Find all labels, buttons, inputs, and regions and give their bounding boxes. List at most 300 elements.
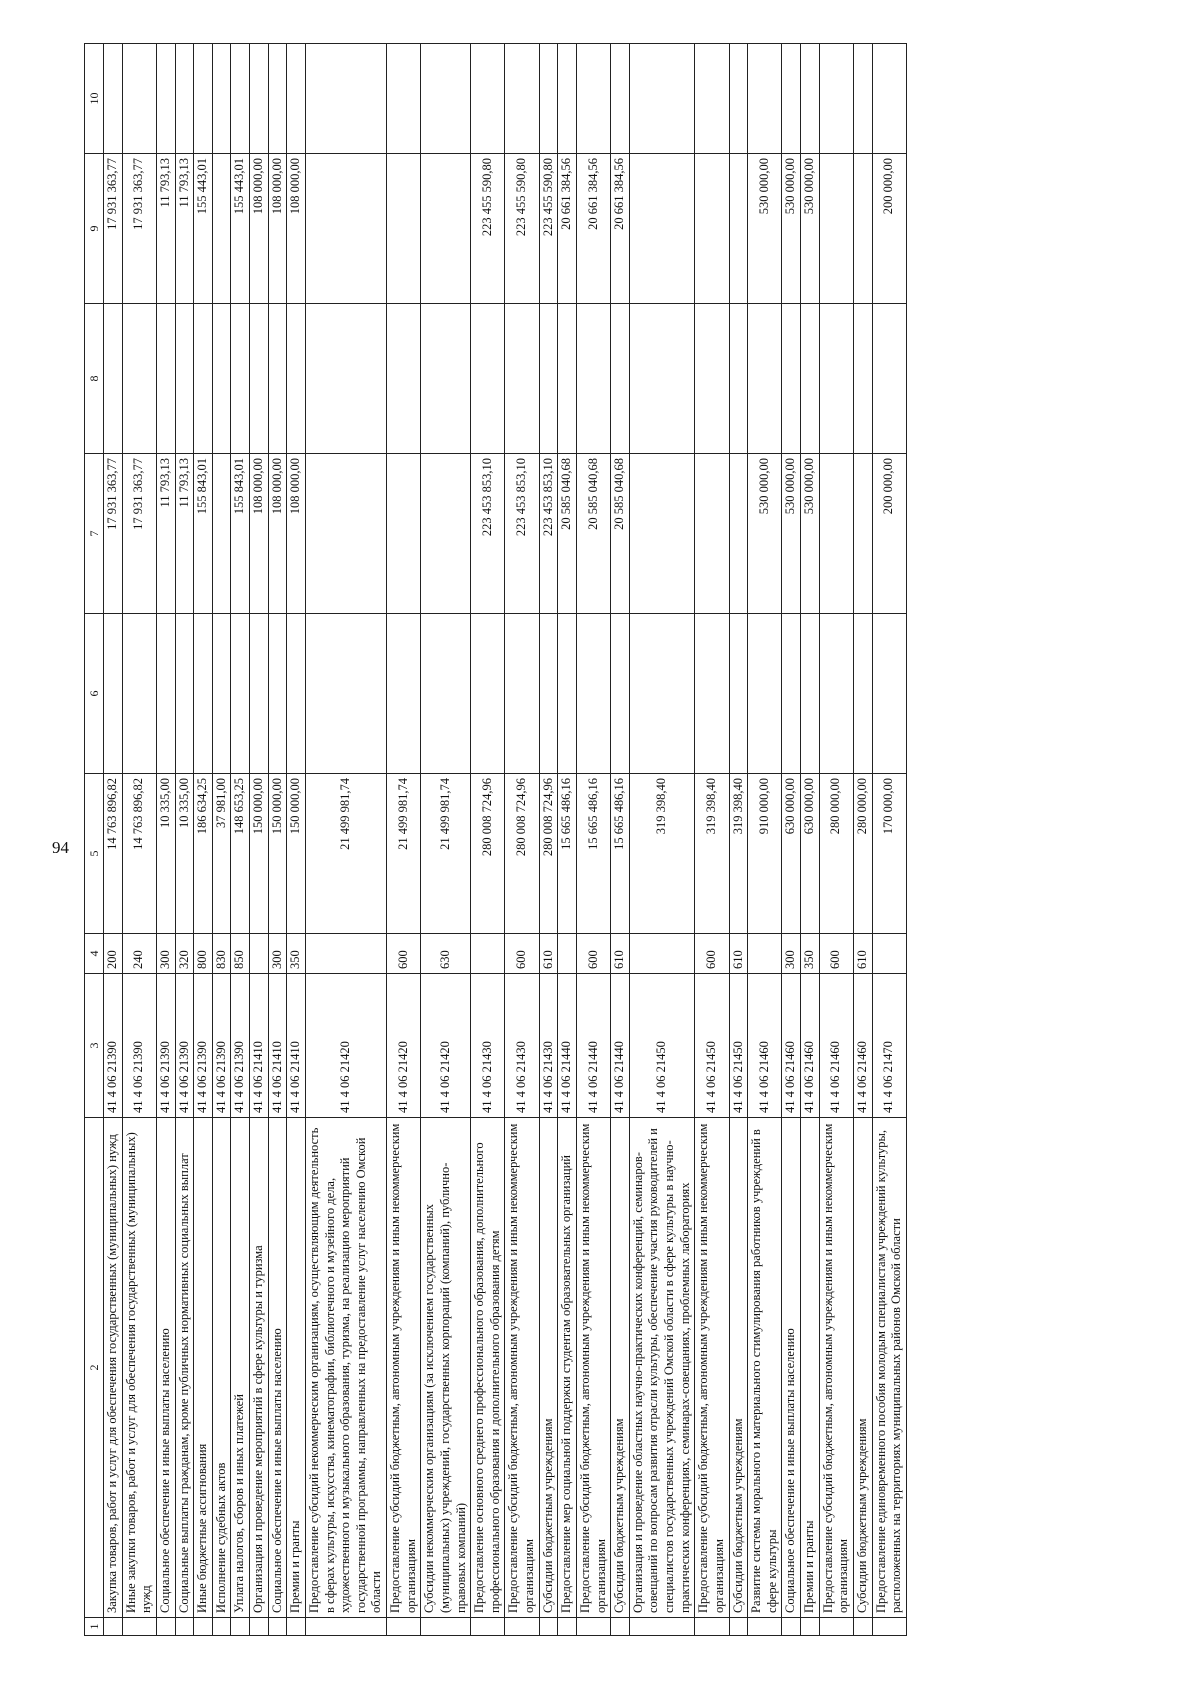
row-kvr-cell: 600: [819, 934, 853, 974]
column-header: 10: [85, 44, 104, 154]
row-col7-cell: [387, 454, 421, 614]
row-col8-cell: [853, 304, 872, 454]
row-col9-cell: 530 000,00: [748, 154, 782, 304]
row-col8-cell: [156, 304, 175, 454]
row-col8-cell: [104, 304, 123, 454]
row-code-cell: 41 4 06 21430: [539, 974, 558, 1118]
column-header: 6: [85, 614, 104, 774]
row-col6-cell: [729, 614, 748, 774]
row-code-cell: 41 4 06 21390: [156, 974, 175, 1118]
table-row: [212, 44, 231, 1636]
row-number-cell: [231, 1618, 250, 1636]
row-col7-cell: 17 931 363,77: [122, 454, 156, 614]
row-code-cell: 41 4 06 21410: [268, 974, 287, 1118]
row-col10-cell: [748, 44, 782, 154]
table-row: [611, 44, 630, 1636]
row-code-cell: 41 4 06 21430: [505, 974, 539, 1118]
row-name-cell: Социальные выплаты гражданам, кроме публичных нормативных социальных выплат: [175, 1118, 194, 1618]
row-code-cell: 41 4 06 21440: [576, 974, 610, 1118]
row-col10-cell: [611, 44, 630, 154]
row-col6-cell: [782, 614, 801, 774]
column-header: 5: [85, 774, 104, 934]
row-kvr-cell: 830: [212, 934, 231, 974]
row-col5-cell: 319 398,40: [695, 774, 729, 934]
column-header: 1: [85, 1618, 104, 1636]
column-header: 2: [85, 1118, 104, 1618]
table-row: [175, 44, 194, 1636]
column-header: 8: [85, 304, 104, 454]
row-number-cell: [629, 1618, 695, 1636]
row-kvr-cell: [471, 934, 505, 974]
row-name-cell: Предоставление субсидий бюджетным, автономным учреждениям и иным некоммерческим организациям: [576, 1118, 610, 1618]
column-header: 9: [85, 154, 104, 304]
row-name-cell: Премии и гранты: [287, 1118, 306, 1618]
row-col6-cell: [629, 614, 695, 774]
row-name-cell: Субсидии бюджетным учреждениям: [611, 1118, 630, 1618]
row-col6-cell: [558, 614, 577, 774]
row-name-cell: Уплата налогов, сборов и иных платежей: [231, 1118, 250, 1618]
row-col7-cell: [695, 454, 729, 614]
row-kvr-cell: 610: [539, 934, 558, 974]
row-number-cell: [782, 1618, 801, 1636]
rotated-page: [84, 44, 1120, 1636]
table-row: [782, 44, 801, 1636]
table-row: [104, 44, 123, 1636]
row-col7-cell: 108 000,00: [250, 454, 269, 614]
row-kvr-cell: [305, 934, 386, 974]
row-kvr-cell: 350: [801, 934, 820, 974]
row-col7-cell: [421, 454, 471, 614]
row-number-cell: [576, 1618, 610, 1636]
row-col7-cell: 20 585 040,68: [558, 454, 577, 614]
row-col10-cell: [231, 44, 250, 154]
row-col8-cell: [287, 304, 306, 454]
row-col9-cell: 223 455 590,80: [539, 154, 558, 304]
row-name-cell: Организация и проведение мероприятий в сфере культуры и туризма: [250, 1118, 269, 1618]
row-col8-cell: [268, 304, 287, 454]
row-code-cell: 41 4 06 21460: [748, 974, 782, 1118]
row-col10-cell: [819, 44, 853, 154]
row-col9-cell: 530 000,00: [782, 154, 801, 304]
row-col7-cell: 108 000,00: [268, 454, 287, 614]
row-kvr-cell: 240: [122, 934, 156, 974]
row-col7-cell: 223 453 853,10: [505, 454, 539, 614]
row-number-cell: [250, 1618, 269, 1636]
row-kvr-cell: [558, 934, 577, 974]
row-col6-cell: [250, 614, 269, 774]
row-col7-cell: 223 453 853,10: [471, 454, 505, 614]
row-col9-cell: [387, 154, 421, 304]
row-col10-cell: [156, 44, 175, 154]
row-col5-cell: 37 981,00: [212, 774, 231, 934]
row-number-cell: [695, 1618, 729, 1636]
row-number-cell: [729, 1618, 748, 1636]
table-row: [122, 44, 156, 1636]
row-col7-cell: 20 585 040,68: [611, 454, 630, 614]
row-col5-cell: 170 000,00: [872, 774, 906, 934]
table-body: [104, 44, 907, 1636]
row-number-cell: [268, 1618, 287, 1636]
row-col5-cell: 280 008 724,96: [539, 774, 558, 934]
row-name-cell: Организация и проведение областных научно-практических конференций, семинаров-совещаний по вопросам развития отрасли культуры, обеспечение участия руководителей и специалистов государственных учреждений Омской области в сфере культуры в научно-практических конференциях, семинарах-совещаниях, проблемных лабораториях: [629, 1118, 695, 1618]
column-header: 4: [85, 934, 104, 974]
row-col8-cell: [611, 304, 630, 454]
column-header: 3: [85, 974, 104, 1118]
row-name-cell: Субсидии бюджетным учреждениям: [729, 1118, 748, 1618]
row-col9-cell: [695, 154, 729, 304]
row-kvr-cell: [872, 934, 906, 974]
row-col10-cell: [729, 44, 748, 154]
row-col10-cell: [558, 44, 577, 154]
row-col8-cell: [250, 304, 269, 454]
row-col5-cell: 280 008 724,96: [471, 774, 505, 934]
row-code-cell: 41 4 06 21470: [872, 974, 906, 1118]
row-col6-cell: [505, 614, 539, 774]
row-col5-cell: 630 000,00: [801, 774, 820, 934]
row-col6-cell: [539, 614, 558, 774]
row-col5-cell: 319 398,40: [629, 774, 695, 934]
row-col8-cell: [819, 304, 853, 454]
row-col9-cell: 20 661 384,56: [576, 154, 610, 304]
row-kvr-cell: 300: [268, 934, 287, 974]
row-number-cell: [421, 1618, 471, 1636]
row-col7-cell: [629, 454, 695, 614]
row-col8-cell: [421, 304, 471, 454]
row-col6-cell: [104, 614, 123, 774]
row-col7-cell: 20 585 040,68: [576, 454, 610, 614]
column-header: 7: [85, 454, 104, 614]
row-col5-cell: 14 763 896,82: [104, 774, 123, 934]
row-name-cell: Социальное обеспечение и иные выплаты населению: [156, 1118, 175, 1618]
row-col9-cell: [212, 154, 231, 304]
row-code-cell: 41 4 06 21450: [729, 974, 748, 1118]
row-name-cell: Субсидии бюджетным учреждениям: [853, 1118, 872, 1618]
row-col8-cell: [175, 304, 194, 454]
row-code-cell: 41 4 06 21420: [387, 974, 421, 1118]
table-row: [872, 44, 906, 1636]
table-row: [387, 44, 421, 1636]
row-col10-cell: [175, 44, 194, 154]
row-col10-cell: [287, 44, 306, 154]
row-number-cell: [287, 1618, 306, 1636]
row-col6-cell: [872, 614, 906, 774]
row-name-cell: Социальное обеспечение и иные выплаты населению: [782, 1118, 801, 1618]
row-code-cell: 41 4 06 21460: [819, 974, 853, 1118]
row-col10-cell: [387, 44, 421, 154]
row-code-cell: 41 4 06 21450: [695, 974, 729, 1118]
row-col6-cell: [421, 614, 471, 774]
row-col9-cell: 200 000,00: [872, 154, 906, 304]
row-number-cell: [212, 1618, 231, 1636]
row-col8-cell: [782, 304, 801, 454]
row-number-cell: [194, 1618, 213, 1636]
row-col9-cell: 17 931 363,77: [104, 154, 123, 304]
row-col7-cell: 11 793,13: [175, 454, 194, 614]
row-kvr-cell: 300: [156, 934, 175, 974]
row-col5-cell: 280 000,00: [819, 774, 853, 934]
row-kvr-cell: 320: [175, 934, 194, 974]
row-col5-cell: 21 499 981,74: [305, 774, 386, 934]
row-number-cell: [104, 1618, 123, 1636]
table-row: [421, 44, 471, 1636]
row-name-cell: Социальное обеспечение и иные выплаты населению: [268, 1118, 287, 1618]
row-name-cell: Иные бюджетные ассигнования: [194, 1118, 213, 1618]
row-col6-cell: [576, 614, 610, 774]
row-col9-cell: 108 000,00: [268, 154, 287, 304]
row-col5-cell: 280 008 724,96: [505, 774, 539, 934]
row-col5-cell: 10 335,00: [156, 774, 175, 934]
row-code-cell: 41 4 06 21390: [231, 974, 250, 1118]
row-code-cell: 41 4 06 21460: [782, 974, 801, 1118]
row-col6-cell: [853, 614, 872, 774]
row-col8-cell: [748, 304, 782, 454]
row-col8-cell: [212, 304, 231, 454]
table-row: [268, 44, 287, 1636]
row-number-cell: [539, 1618, 558, 1636]
row-code-cell: 41 4 06 21390: [212, 974, 231, 1118]
row-name-cell: Предоставление основного среднего профессионального образования, дополнительного профессионального образования и дополнительного образования детям: [471, 1118, 505, 1618]
row-col10-cell: [471, 44, 505, 154]
row-col7-cell: 155 843,01: [231, 454, 250, 614]
row-col7-cell: 530 000,00: [782, 454, 801, 614]
row-col10-cell: [872, 44, 906, 154]
row-number-cell: [748, 1618, 782, 1636]
row-name-cell: Предоставление единовременного пособия молодым специалистам учреждений культуры, расположенных на территориях муниципальных районов Омской области: [872, 1118, 906, 1618]
row-col8-cell: [558, 304, 577, 454]
row-col6-cell: [695, 614, 729, 774]
column-number-row: [85, 44, 104, 1636]
row-col6-cell: [287, 614, 306, 774]
row-col8-cell: [305, 304, 386, 454]
row-code-cell: 41 4 06 21410: [250, 974, 269, 1118]
row-col10-cell: [505, 44, 539, 154]
row-col5-cell: 280 000,00: [853, 774, 872, 934]
row-col7-cell: 223 453 853,10: [539, 454, 558, 614]
row-col5-cell: 15 665 486,16: [576, 774, 610, 934]
row-kvr-cell: 200: [104, 934, 123, 974]
row-col7-cell: 108 000,00: [287, 454, 306, 614]
row-col5-cell: 10 335,00: [175, 774, 194, 934]
row-col9-cell: [729, 154, 748, 304]
row-col6-cell: [268, 614, 287, 774]
row-kvr-cell: 600: [576, 934, 610, 974]
table-row: [194, 44, 213, 1636]
table-row: [853, 44, 872, 1636]
row-col10-cell: [194, 44, 213, 154]
row-name-cell: Предоставление субсидий бюджетным, автономным учреждениям и иным некоммерческим организациям: [505, 1118, 539, 1618]
row-name-cell: Субсидии бюджетным учреждениям: [539, 1118, 558, 1618]
row-col10-cell: [250, 44, 269, 154]
row-col6-cell: [231, 614, 250, 774]
row-col8-cell: [695, 304, 729, 454]
row-col6-cell: [156, 614, 175, 774]
row-col5-cell: 150 000,00: [287, 774, 306, 934]
row-col6-cell: [471, 614, 505, 774]
row-col6-cell: [819, 614, 853, 774]
row-col8-cell: [471, 304, 505, 454]
table-row: [801, 44, 820, 1636]
row-col9-cell: 11 793,13: [175, 154, 194, 304]
row-col6-cell: [305, 614, 386, 774]
row-kvr-cell: [629, 934, 695, 974]
table-row: [471, 44, 505, 1636]
row-kvr-cell: 300: [782, 934, 801, 974]
row-col8-cell: [505, 304, 539, 454]
row-code-cell: 41 4 06 21390: [104, 974, 123, 1118]
row-col9-cell: 108 000,00: [250, 154, 269, 304]
row-col5-cell: 15 665 486,16: [558, 774, 577, 934]
table-row: [250, 44, 269, 1636]
row-kvr-cell: 610: [729, 934, 748, 974]
row-name-cell: Премии и гранты: [801, 1118, 820, 1618]
row-col9-cell: 17 931 363,77: [122, 154, 156, 304]
row-name-cell: Иные закупки товаров, работ и услуг для обеспечения государственных (муниципальных) нужд: [122, 1118, 156, 1618]
row-code-cell: 41 4 06 21420: [421, 974, 471, 1118]
table-row: [558, 44, 577, 1636]
row-number-cell: [305, 1618, 386, 1636]
row-col6-cell: [387, 614, 421, 774]
row-col7-cell: 530 000,00: [748, 454, 782, 614]
row-col7-cell: [305, 454, 386, 614]
row-col6-cell: [801, 614, 820, 774]
row-col10-cell: [695, 44, 729, 154]
row-col7-cell: 11 793,13: [156, 454, 175, 614]
row-name-cell: Предоставление мер социальной поддержки студентам образовательных организаций: [558, 1118, 577, 1618]
row-code-cell: 41 4 06 21420: [305, 974, 386, 1118]
row-col10-cell: [421, 44, 471, 154]
row-col5-cell: 186 634,25: [194, 774, 213, 934]
row-name-cell: Предоставление субсидий некоммерческим организациям, осуществляющим деятельность в сферах культуры, искусства, кинематографии, библиотечного и музейного дела, художественного и музыкального образования, туризма, на реализацию мероприятий государственной программы, направленных на предоставление услуг населению Омской области: [305, 1118, 386, 1618]
row-col6-cell: [611, 614, 630, 774]
table-row: [695, 44, 729, 1636]
row-col7-cell: [819, 454, 853, 614]
row-col5-cell: 21 499 981,74: [421, 774, 471, 934]
row-number-cell: [819, 1618, 853, 1636]
row-col8-cell: [122, 304, 156, 454]
row-col5-cell: 150 000,00: [250, 774, 269, 934]
row-col5-cell: 14 763 896,82: [122, 774, 156, 934]
row-col9-cell: [421, 154, 471, 304]
row-name-cell: Исполнение судебных актов: [212, 1118, 231, 1618]
row-col9-cell: 223 455 590,80: [471, 154, 505, 304]
row-kvr-cell: 630: [421, 934, 471, 974]
row-code-cell: 41 4 06 21390: [194, 974, 213, 1118]
page-number: 94: [52, 838, 69, 857]
row-col6-cell: [122, 614, 156, 774]
row-col9-cell: 223 455 590,80: [505, 154, 539, 304]
table-row: [729, 44, 748, 1636]
row-number-cell: [801, 1618, 820, 1636]
row-col9-cell: 155 443,01: [194, 154, 213, 304]
row-col9-cell: [629, 154, 695, 304]
row-code-cell: 41 4 06 21390: [175, 974, 194, 1118]
row-col7-cell: [853, 454, 872, 614]
row-col5-cell: 148 653,25: [231, 774, 250, 934]
row-code-cell: 41 4 06 21410: [287, 974, 306, 1118]
row-number-cell: [156, 1618, 175, 1636]
row-number-cell: [853, 1618, 872, 1636]
table-row: [156, 44, 175, 1636]
row-col9-cell: [819, 154, 853, 304]
row-code-cell: 41 4 06 21450: [629, 974, 695, 1118]
row-col10-cell: [268, 44, 287, 154]
row-number-cell: [387, 1618, 421, 1636]
row-number-cell: [611, 1618, 630, 1636]
table-row: [305, 44, 386, 1636]
row-col10-cell: [122, 44, 156, 154]
row-col5-cell: 910 000,00: [748, 774, 782, 934]
row-name-cell: Предоставление субсидий бюджетным, автономным учреждениям и иным некоммерческим организациям: [819, 1118, 853, 1618]
row-col7-cell: 200 000,00: [872, 454, 906, 614]
row-kvr-cell: 800: [194, 934, 213, 974]
row-number-cell: [558, 1618, 577, 1636]
row-name-cell: Развитие системы морального и материального стимулирования работников учреждений в сфере культуры: [748, 1118, 782, 1618]
row-col8-cell: [576, 304, 610, 454]
row-kvr-cell: 850: [231, 934, 250, 974]
row-col10-cell: [801, 44, 820, 154]
row-col9-cell: [305, 154, 386, 304]
row-number-cell: [872, 1618, 906, 1636]
row-code-cell: 41 4 06 21430: [471, 974, 505, 1118]
table-row: [576, 44, 610, 1636]
row-col9-cell: [853, 154, 872, 304]
row-col7-cell: 155 843,01: [194, 454, 213, 614]
table-row: [287, 44, 306, 1636]
row-col8-cell: [872, 304, 906, 454]
row-kvr-cell: [250, 934, 269, 974]
table-row: [748, 44, 782, 1636]
row-col8-cell: [729, 304, 748, 454]
table-row: [231, 44, 250, 1636]
row-number-cell: [122, 1618, 156, 1636]
table-row: [629, 44, 695, 1636]
row-number-cell: [505, 1618, 539, 1636]
row-col8-cell: [231, 304, 250, 454]
row-col5-cell: 630 000,00: [782, 774, 801, 934]
row-col10-cell: [629, 44, 695, 154]
row-name-cell: Закупка товаров, работ и услуг для обеспечения государственных (муниципальных) нужд: [104, 1118, 123, 1618]
row-code-cell: 41 4 06 21460: [801, 974, 820, 1118]
row-col6-cell: [194, 614, 213, 774]
row-kvr-cell: 610: [853, 934, 872, 974]
row-name-cell: Предоставление субсидий бюджетным, автономным учреждениям и иным некоммерческим организациям: [695, 1118, 729, 1618]
row-name-cell: Предоставление субсидий бюджетным, автономным учреждениям и иным некоммерческим организациям: [387, 1118, 421, 1618]
row-col8-cell: [194, 304, 213, 454]
row-col6-cell: [212, 614, 231, 774]
row-number-cell: [471, 1618, 505, 1636]
row-code-cell: 41 4 06 21440: [558, 974, 577, 1118]
row-kvr-cell: 610: [611, 934, 630, 974]
row-col9-cell: 530 000,00: [801, 154, 820, 304]
row-kvr-cell: [748, 934, 782, 974]
row-col10-cell: [576, 44, 610, 154]
row-name-cell: Субсидии некоммерческим организациям (за исключением государственных (муниципальных) учреждений, государственных корпораций (компаний), публично-правовых компаний): [421, 1118, 471, 1618]
row-col9-cell: 20 661 384,56: [558, 154, 577, 304]
row-code-cell: 41 4 06 21440: [611, 974, 630, 1118]
row-kvr-cell: 600: [387, 934, 421, 974]
row-col8-cell: [539, 304, 558, 454]
row-code-cell: 41 4 06 21460: [853, 974, 872, 1118]
budget-table: [84, 43, 907, 1636]
row-code-cell: 41 4 06 21390: [122, 974, 156, 1118]
row-col5-cell: 21 499 981,74: [387, 774, 421, 934]
row-col9-cell: 155 443,01: [231, 154, 250, 304]
table-row: [819, 44, 853, 1636]
row-kvr-cell: 600: [505, 934, 539, 974]
row-col8-cell: [387, 304, 421, 454]
row-col6-cell: [175, 614, 194, 774]
row-col10-cell: [539, 44, 558, 154]
